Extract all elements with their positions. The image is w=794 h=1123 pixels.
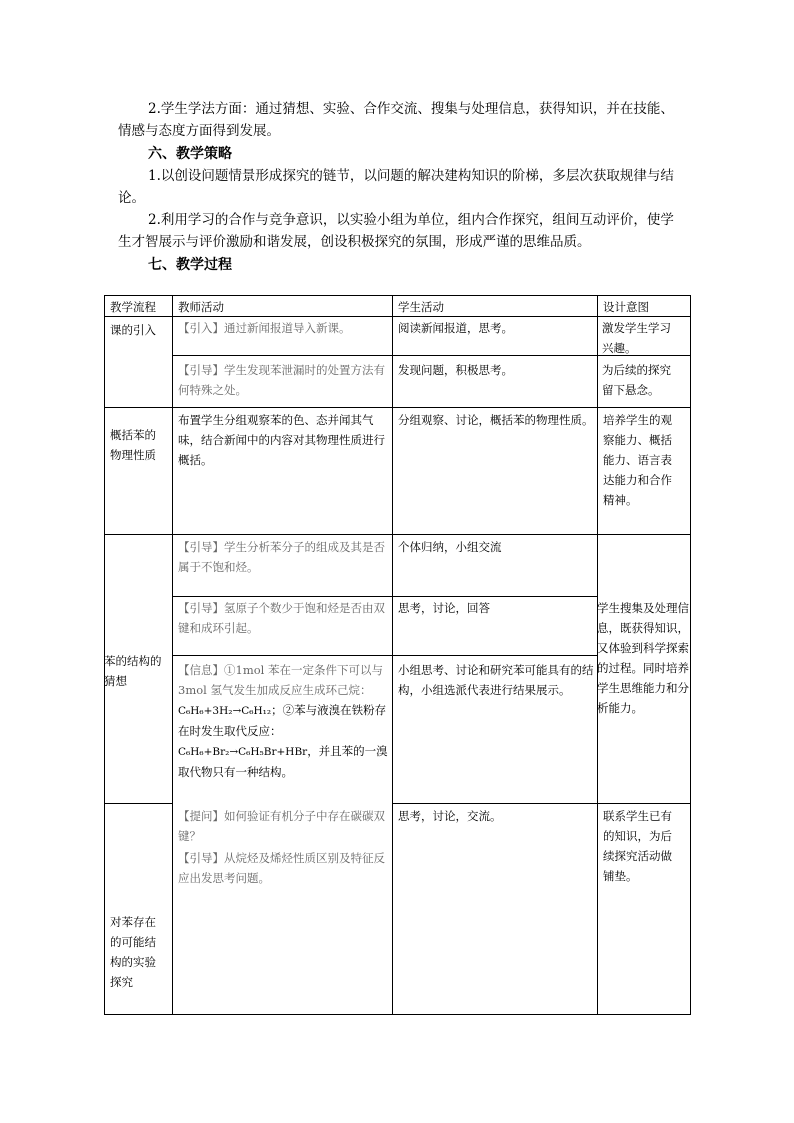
teacher-activity-physical: 布置学生分组观察苯的色、态并闻其气味，结合新闻中的内容对其物理性质进行概括。	[178, 413, 385, 467]
tag-information: 【信息】	[178, 663, 224, 677]
column-divider	[172, 295, 173, 1015]
row-divider	[392, 803, 691, 804]
equation-hydrogenation: C₆H₆+3H₂→C₆H₁₂	[178, 705, 272, 717]
design-intent-physical: 培养学生的观察能力、概括能力、语言表达能力和合作精神。	[603, 413, 672, 507]
teacher-activity-information	[178, 660, 388, 782]
student-activity-structure-2: 思考，讨论，回答	[398, 601, 490, 615]
design-intent-guide: 为后续的探究留下悬念。	[602, 363, 671, 397]
teacher-text: 学生发现苯泄漏时的处置方法有何特殊之处。	[178, 363, 385, 397]
row-divider	[172, 596, 597, 597]
teacher-activity-guide	[178, 360, 388, 400]
header-student: 学生活动	[398, 300, 444, 314]
stage-experimental-inquiry: 对苯存在的可能结构的实验探究	[110, 915, 156, 989]
header-teacher: 教师活动	[178, 300, 224, 314]
student-activity-structure-1: 个体归纳，小组交流	[398, 540, 502, 554]
teacher-text: ①1mol 苯在一定条件下可以与 3mol 氢气发生加成反应生成环己烷：	[178, 663, 383, 697]
column-divider	[392, 295, 393, 1015]
teacher-text: 学生分析苯分子的组成及其是否属于不饱和烃。	[178, 540, 385, 574]
table-border-right	[690, 295, 691, 1015]
teacher-activity-intro	[178, 318, 388, 338]
teacher-text: 通过新闻报道导入新课。	[224, 321, 351, 335]
student-activity-inquiry: 思考，讨论，交流。	[398, 809, 502, 823]
design-intent-structure: 学生搜集及处理信息，既获得知识，又体验到科学探索的过程。同时培养学生思维能力和分析能力。	[597, 601, 689, 715]
student-activity-intro: 阅读新闻报道，思考。	[398, 321, 513, 335]
heading-teaching-process: 七、教学过程	[148, 257, 232, 273]
design-intent-intro: 激发学生学习兴趣。	[602, 321, 671, 355]
paragraph-strategy-1: 1.以创设问题情景形成探究的链节，以问题的解决建构知识的阶梯，多层次获取规律与结论。	[118, 168, 674, 206]
row-divider	[104, 803, 172, 804]
teacher-activity-question	[178, 806, 388, 846]
header-design: 设计意图	[603, 300, 649, 314]
stage-introduction: 课的引入	[110, 323, 156, 337]
teacher-activity-structure-2	[178, 598, 388, 638]
tag-guide: 【引导】	[178, 363, 224, 377]
header-flow: 教学流程	[110, 300, 156, 314]
student-activity-guide: 发现问题，积极思考。	[398, 363, 513, 377]
teacher-activity-structure-1	[178, 537, 388, 577]
row-divider	[104, 534, 691, 535]
table-border-bottom	[104, 1014, 691, 1015]
stage-physical-properties: 概括苯的物理性质	[110, 428, 156, 462]
equation-bromination: C₆H₆+Br₂→C₆H₅Br+HBr	[178, 746, 308, 758]
tag-guide: 【引导】	[178, 540, 224, 554]
student-activity-information: 小组思考、讨论和研究苯可能具有的结构，小组选派代表进行结果展示。	[398, 663, 594, 697]
teacher-text: 如何验证有机分子中存在碳碳双键？	[178, 809, 385, 843]
teacher-activity-guide-properties	[178, 848, 388, 888]
table-border-top	[104, 295, 691, 296]
teacher-text: ；②苯与液溴在铁粉存在时发生取代反应：	[178, 703, 387, 738]
teacher-text: 从烷烃及烯烃性质区别及特征反应出发思考问题。	[178, 851, 385, 885]
design-intent-inquiry: 联系学生已有的知识，为后续探究活动做铺垫。	[603, 809, 672, 883]
heading-teaching-strategy: 六、教学策略	[148, 146, 232, 162]
stage-structure-hypothesis: 苯的结构的猜想	[104, 654, 162, 688]
tag-guide: 【引导】	[178, 601, 224, 615]
tag-intro: 【引入】	[178, 321, 224, 335]
row-divider	[104, 407, 691, 408]
row-divider	[172, 655, 597, 656]
paragraph-strategy-2: 2.利用学习的合作与竞争意识，以实验小组为单位，组内合作探究，组间互动评价，使学生才智展示与评价激励和谐发展，创设积极探究的氛围，形成严谨的思维品质。	[118, 212, 674, 250]
teacher-text: ，并且苯的一溴取代物只有一种结构。	[178, 744, 388, 779]
student-activity-physical: 分组观察、讨论，概括苯的物理性质。	[398, 413, 594, 427]
tag-guide: 【引导】	[178, 851, 224, 865]
paragraph-student-methods: 2.学生学法方面：通过猜想、实验、合作交流、搜集与处理信息，获得知识，并在技能、情感与态度方面得到发展。	[118, 101, 674, 139]
teacher-text: 氢原子个数少于饱和烃是否由双键和成环引起。	[178, 601, 385, 635]
tag-question: 【提问】	[178, 809, 224, 823]
